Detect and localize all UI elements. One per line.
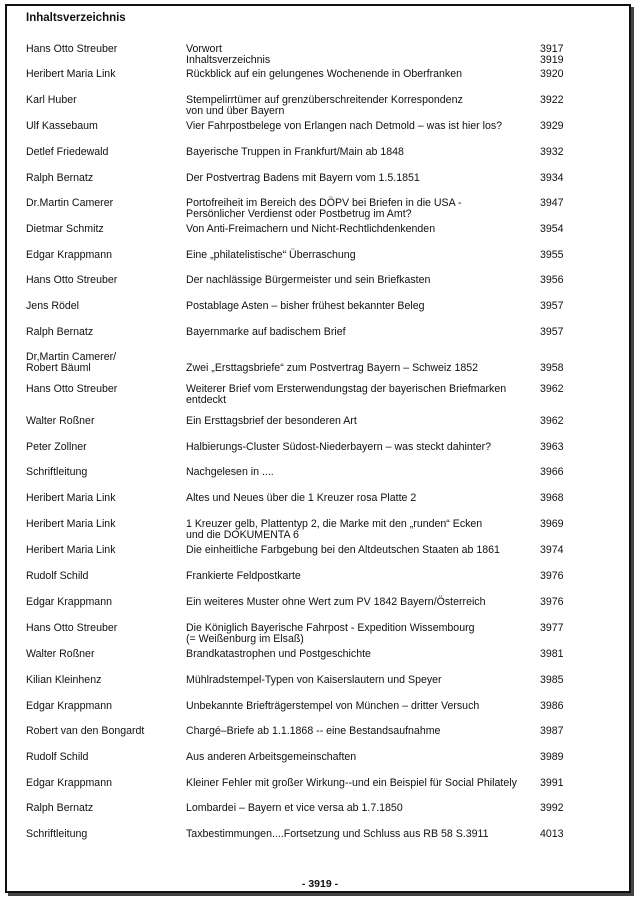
toc-page-line: 3954 <box>540 223 564 235</box>
toc-page-line: 3989 <box>540 751 564 763</box>
toc-author-line: Walter Roßner <box>26 648 95 660</box>
toc-title-line: Taxbestimmungen....Fortsetzung und Schluss aus RB 58 S.3911 <box>186 828 489 840</box>
toc-author <box>26 327 176 338</box>
toc-page <box>540 493 580 504</box>
toc-author <box>26 384 176 395</box>
toc-author-line: Schriftleitung <box>26 466 88 478</box>
toc-author-line: Edgar Krappmann <box>26 249 112 261</box>
toc-page-line: 3987 <box>540 725 564 737</box>
toc-title-line: Die Königlich Bayerische Fahrpost - Expedition Wissembourg <box>186 622 475 634</box>
toc-author <box>26 571 176 582</box>
toc-title <box>186 301 536 312</box>
toc-author-line: Heribert Maria Link <box>26 68 116 80</box>
toc-author-line: Peter Zollner <box>26 441 87 453</box>
toc-title-line: Der Postvertrag Badens mit Bayern vom 1.5.1851 <box>186 172 420 184</box>
toc-page-line: 3969 <box>540 518 564 530</box>
toc-page-line: 3957 <box>540 300 564 312</box>
toc-title <box>186 198 536 220</box>
toc-author-line: Hans Otto Streuber <box>26 622 118 634</box>
toc-page <box>540 327 580 338</box>
toc-title <box>186 275 536 286</box>
toc-author <box>26 44 176 55</box>
toc-page-line: 3962 <box>540 415 564 427</box>
toc-author-line: Dr.Martin Camerer <box>26 197 114 209</box>
toc-title <box>186 829 536 840</box>
toc-title-line: Chargé–Briefe ab 1.1.1868 -- eine Bestandsaufnahme <box>186 725 441 737</box>
toc-page <box>540 803 580 814</box>
toc-title <box>186 778 536 789</box>
toc-title <box>186 442 536 453</box>
toc-page <box>540 352 580 374</box>
page-title: Inhaltsverzeichnis <box>26 12 126 24</box>
toc-title-line: Bayernmarke auf badischem Brief <box>186 326 346 338</box>
toc-author-line: Ralph Bernatz <box>26 172 94 184</box>
toc-page-line: 3974 <box>540 544 564 556</box>
toc-page <box>540 675 580 686</box>
toc-page-line: 3919 <box>540 54 564 66</box>
toc-title <box>186 597 536 608</box>
toc-author-line: Karl Huber <box>26 94 77 106</box>
toc-page <box>540 301 580 312</box>
toc-page <box>540 752 580 763</box>
toc-page-line: 3986 <box>540 700 564 712</box>
toc-author-line: Kilian Kleinhenz <box>26 674 102 686</box>
toc-page <box>540 121 580 132</box>
toc-author-line: Rudolf Schild <box>26 570 89 582</box>
toc-title-line: Ein weiteres Muster ohne Wert zum PV 1842 Bayern/Österreich <box>186 596 486 608</box>
toc-author <box>26 726 176 737</box>
toc-title-line: Zwei „Ersttagsbriefe“ zum Postvertrag Bayern – Schweiz 1852 <box>186 362 479 374</box>
toc-title <box>186 467 536 478</box>
toc-page-line: 3992 <box>540 802 564 814</box>
toc-author <box>26 829 176 840</box>
toc-title <box>186 250 536 261</box>
toc-page <box>540 147 580 158</box>
toc-title <box>186 384 536 406</box>
toc-page <box>540 173 580 184</box>
toc-title-line: Altes und Neues über die 1 Kreuzer rosa Platte 2 <box>186 492 417 504</box>
toc-title-line: Bayerische Truppen in Frankfurt/Main ab 1848 <box>186 146 404 158</box>
toc-title <box>186 44 536 66</box>
toc-page <box>540 519 580 530</box>
toc-page <box>540 224 580 235</box>
toc-title-line: Weiterer Brief vom Ersterwendungstag der bayerischen Briefmarken <box>186 383 507 395</box>
toc-author <box>26 597 176 608</box>
toc-author-line: Edgar Krappmann <box>26 700 112 712</box>
toc-title-line: Ein Ersttagsbrief der besonderen Art <box>186 415 357 427</box>
toc-page-line: 3962 <box>540 383 564 395</box>
toc-author-line: Hans Otto Streuber <box>26 274 118 286</box>
toc-author <box>26 519 176 530</box>
toc-author <box>26 416 176 427</box>
toc-author-line: Edgar Krappmann <box>26 596 112 608</box>
toc-title <box>186 649 536 660</box>
toc-title-line: Die einheitliche Farbgebung bei den Altdeutschen Staaten ab 1861 <box>186 544 500 556</box>
toc-title <box>186 701 536 712</box>
toc-author <box>26 95 176 106</box>
toc-page <box>540 597 580 608</box>
toc-title <box>186 545 536 556</box>
toc-author <box>26 224 176 235</box>
toc-author <box>26 147 176 158</box>
toc-title-line: Halbierungs-Cluster Südost-Niederbayern – was steckt dahinter? <box>186 441 492 453</box>
toc-title-line: Lombardei – Bayern et vice versa ab 1.7.1850 <box>186 802 403 814</box>
toc-title <box>186 224 536 235</box>
toc-author <box>26 275 176 286</box>
toc-title-line: entdeckt <box>186 394 227 406</box>
toc-page-line: 4013 <box>540 828 564 840</box>
toc-author-line: Dietmar Schmitz <box>26 223 104 235</box>
toc-author-line: Robert van den Bongardt <box>26 725 145 737</box>
toc-author-line: Walter Roßner <box>26 415 95 427</box>
toc-title-line: 1 Kreuzer gelb, Plattentyp 2, die Marke mit den „runden“ Ecken <box>186 518 483 530</box>
toc-title <box>186 352 536 374</box>
toc-title <box>186 327 536 338</box>
toc-page <box>540 701 580 712</box>
toc-title <box>186 675 536 686</box>
toc-title <box>186 493 536 504</box>
toc-page-line: 3968 <box>540 492 564 504</box>
toc-title-line: Portofreiheit im Bereich des DÖPV bei Briefen in die USA - <box>186 197 462 209</box>
toc-author <box>26 69 176 80</box>
toc-page-line: 3920 <box>540 68 564 80</box>
toc-page <box>540 829 580 840</box>
toc-author-line: Heribert Maria Link <box>26 492 116 504</box>
toc-page-line: 3955 <box>540 249 564 261</box>
toc-title-line: Vier Fahrpostbelege von Erlangen nach Detmold – was ist hier los? <box>186 120 503 132</box>
toc-author <box>26 778 176 789</box>
toc-title-line: Frankierte Feldpostkarte <box>186 570 301 582</box>
toc-page <box>540 467 580 478</box>
toc-page-line: 3958 <box>540 362 564 374</box>
toc-title-line: Unbekannte Briefträgerstempel von München – dritter Versuch <box>186 700 480 712</box>
toc-page <box>540 571 580 582</box>
toc-page <box>540 416 580 427</box>
toc-page <box>540 442 580 453</box>
toc-author <box>26 623 176 634</box>
toc-page-line: 3963 <box>540 441 564 453</box>
toc-page-line: 3985 <box>540 674 564 686</box>
toc-title <box>186 147 536 158</box>
toc-author-line: Ralph Bernatz <box>26 326 94 338</box>
toc-page-line: 3934 <box>540 172 564 184</box>
toc-title-line: von und über Bayern <box>186 105 285 117</box>
toc-author-line: Dr,Martin Camerer/ <box>26 351 117 363</box>
toc-author <box>26 545 176 556</box>
toc-page <box>540 778 580 789</box>
toc-title-line: und die DOKUMENTA 6 <box>186 529 299 541</box>
toc-title-line: Rückblick auf ein gelungenes Wochenende in Oberfranken <box>186 68 463 80</box>
toc-author-line: Ralph Bernatz <box>26 802 94 814</box>
toc-author-line: Robert Bäuml <box>26 362 91 374</box>
toc-title-line: (= Weißenburg im Elsaß) <box>186 633 304 645</box>
toc-author <box>26 198 176 209</box>
toc-author-line: Hans Otto Streuber <box>26 383 118 395</box>
toc-page-line: 3917 <box>540 43 564 55</box>
page-number-footer: - 3919 - <box>301 878 339 890</box>
toc-page <box>540 726 580 737</box>
toc-page <box>540 275 580 286</box>
toc-page <box>540 384 580 395</box>
toc-title-line: Kleiner Fehler mit großer Wirkung--und ein Beispiel für Social Philately <box>186 777 517 789</box>
toc-title-line: Vorwort <box>186 43 222 55</box>
toc-title <box>186 519 536 541</box>
toc-author <box>26 467 176 478</box>
toc-title <box>186 803 536 814</box>
toc-author <box>26 301 176 312</box>
toc-author-line: Schriftleitung <box>26 828 88 840</box>
toc-title-line: Brandkatastrophen und Postgeschichte <box>186 648 371 660</box>
toc-author-line: Hans Otto Streuber <box>26 43 118 55</box>
toc-author-line: Jens Rödel <box>26 300 79 312</box>
toc-title-line: Postablage Asten – bisher frühest bekannter Beleg <box>186 300 425 312</box>
toc-page-line: 3981 <box>540 648 564 660</box>
toc-title <box>186 95 536 117</box>
toc-title-line: Eine „philatelistische“ Überraschung <box>186 249 356 261</box>
toc-title-line: Persönlicher Verdienst oder Postbetrug im Amt? <box>186 208 412 220</box>
toc-author <box>26 803 176 814</box>
toc-author-line: Edgar Krappmann <box>26 777 112 789</box>
toc-author <box>26 649 176 660</box>
toc-author <box>26 352 176 374</box>
toc-author-line: Rudolf Schild <box>26 751 89 763</box>
toc-title <box>186 69 536 80</box>
toc-author <box>26 493 176 504</box>
toc-title-line: Mühlradstempel-Typen von Kaiserslautern und Speyer <box>186 674 442 686</box>
toc-title <box>186 726 536 737</box>
toc-page <box>540 545 580 556</box>
toc-page-line: 3957 <box>540 326 564 338</box>
toc-title-line: Der nachlässige Bürgermeister und sein Briefkasten <box>186 274 431 286</box>
toc-title <box>186 571 536 582</box>
toc-page-line: 3956 <box>540 274 564 286</box>
toc-page-line: 3976 <box>540 596 564 608</box>
toc-page <box>540 44 580 66</box>
toc-author-line: Detlef Friedewald <box>26 146 109 158</box>
toc-page-line: 3977 <box>540 622 564 634</box>
toc-page-line: 3991 <box>540 777 564 789</box>
toc-page <box>540 250 580 261</box>
toc-page-line: 3929 <box>540 120 564 132</box>
toc-page-line: 3932 <box>540 146 564 158</box>
toc-page-line: 3947 <box>540 197 564 209</box>
toc-author <box>26 121 176 132</box>
toc-page <box>540 649 580 660</box>
toc-author-line: Heribert Maria Link <box>26 544 116 556</box>
toc-title-line: Stempelirrtümer auf grenzüberschreitender Korrespondenz <box>186 94 463 106</box>
toc-page <box>540 198 580 209</box>
toc-title-line: Inhaltsverzeichnis <box>186 54 271 66</box>
toc-title <box>186 173 536 184</box>
toc-page-line: 3922 <box>540 94 564 106</box>
toc-title-line: Von Anti-Freimachern und Nicht-Rechtlichdenkenden <box>186 223 436 235</box>
toc-title <box>186 121 536 132</box>
toc-page <box>540 95 580 106</box>
toc-title-line: Nachgelesen in .... <box>186 466 274 478</box>
toc-author <box>26 752 176 763</box>
toc-author-line: Heribert Maria Link <box>26 518 116 530</box>
toc-page <box>540 69 580 80</box>
toc-author <box>26 250 176 261</box>
toc-title <box>186 752 536 763</box>
toc-page-line: 3966 <box>540 466 564 478</box>
toc-author-line: Ulf Kassebaum <box>26 120 98 132</box>
toc-page <box>540 623 580 634</box>
toc-author <box>26 675 176 686</box>
toc-author <box>26 442 176 453</box>
toc-title <box>186 623 536 645</box>
toc-author <box>26 173 176 184</box>
toc-page-line: 3976 <box>540 570 564 582</box>
toc-title <box>186 416 536 427</box>
toc-title-line: Aus anderen Arbeitsgemeinschaften <box>186 751 357 763</box>
toc-author <box>26 701 176 712</box>
